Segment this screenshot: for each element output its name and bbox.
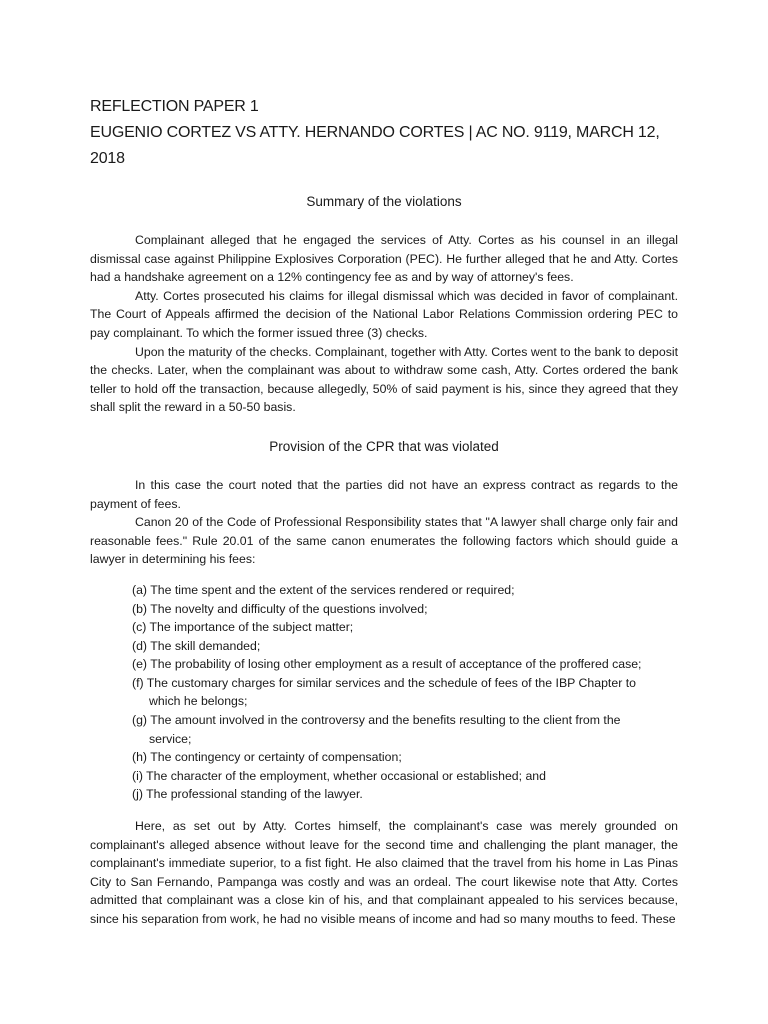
summary-paragraph: Complainant alleged that he engaged the services of Atty. Cortes as his counsel in an illegal dismissal case against Philippine Explosives Corporation (PEC). He further alleged that he and Atty. Cortes had a handshake agreement on a 12% contingency fee as and by way of attorney's fees. — [90, 233, 678, 285]
fee-factors-list — [90, 581, 678, 804]
list-item: (j) The professional standing of the lawyer. — [132, 787, 363, 802]
title-line-2: EUGENIO CORTEZ VS ATTY. HERNANDO CORTES | AC NO. 9119, MARCH 12, 2018 — [90, 124, 660, 167]
list-item-continuation — [132, 730, 678, 749]
section-heading-provision: Provision of the CPR that was violated — [269, 438, 499, 454]
list-item: (d) The skill demanded; — [132, 638, 261, 653]
list-item: (g) The amount involved in the controversy and the benefits resulting to the client from the — [132, 713, 621, 728]
closing-paragraph: Here, as set out by Atty. Cortes himself, the complainant's case was merely grounded on complainant's alleged absence without leave for the second time and challenging the plant manager, the complainant's immediate superior, to a fist fight. He also claimed that the travel from his home in Las Pinas City to San Fernando, Pampanga was costly and was an ordeal. The court likewise note that Atty. Cortes admitted that complainant was a close kin of his, and that complainant appealed to his services because, since his separation from work, he had no visible means of income and had so many mouths to feed. These — [90, 819, 678, 926]
title-line-1: REFLECTION PAPER 1 — [90, 98, 259, 115]
list-item: (a) The time spent and the extent of the services rendered or required; — [132, 582, 515, 597]
provision-paragraph: Canon 20 of the Code of Professional Responsibility states that "A lawyer shall charge only fair and reasonable fees." Rule 20.01 of the same canon enumerates the following factors which should guide a lawyer in determining his fees: — [90, 515, 678, 567]
list-item-continuation-text: service; — [149, 731, 192, 746]
list-item: (b) The novelty and difficulty of the questions involved; — [132, 601, 428, 616]
section-heading-summary: Summary of the violations — [306, 194, 462, 209]
list-item: (e) The probability of losing other employment as a result of acceptance of the proffered case; — [132, 657, 642, 672]
summary-paragraph: Atty. Cortes prosecuted his claims for illegal dismissal which was decided in favor of complainant. The Court of Appeals affirmed the decision of the National Labor Relations Commission ordering PEC to pay complainant. To which the former issued three (3) checks. — [90, 288, 678, 340]
list-item: (i) The character of the employment, whether occasional or established; and — [132, 768, 546, 783]
document-title — [90, 94, 678, 172]
list-item: (f) The customary charges for similar services and the schedule of fees of the IBP Chapter to — [132, 675, 636, 690]
list-item: (h) The contingency or certainty of compensation; — [132, 750, 402, 765]
summary-paragraph: Upon the maturity of the checks. Complainant, together with Atty. Cortes went to the bank to deposit the checks. Later, when the complainant was about to withdraw some cash, Atty. Cortes ordered the bank teller to hold off the transaction, because allegedly, 50% of said payment is his, since they agreed that they shall split the reward in a 50-50 basis. — [90, 344, 678, 415]
list-item-continuation-text: which he belongs; — [149, 694, 248, 709]
provision-paragraph: In this case the court noted that the parties did not have an express contract as regards to the payment of fees. — [90, 477, 678, 511]
list-item: (c) The importance of the subject matter; — [132, 620, 354, 635]
list-item-continuation — [132, 692, 678, 711]
